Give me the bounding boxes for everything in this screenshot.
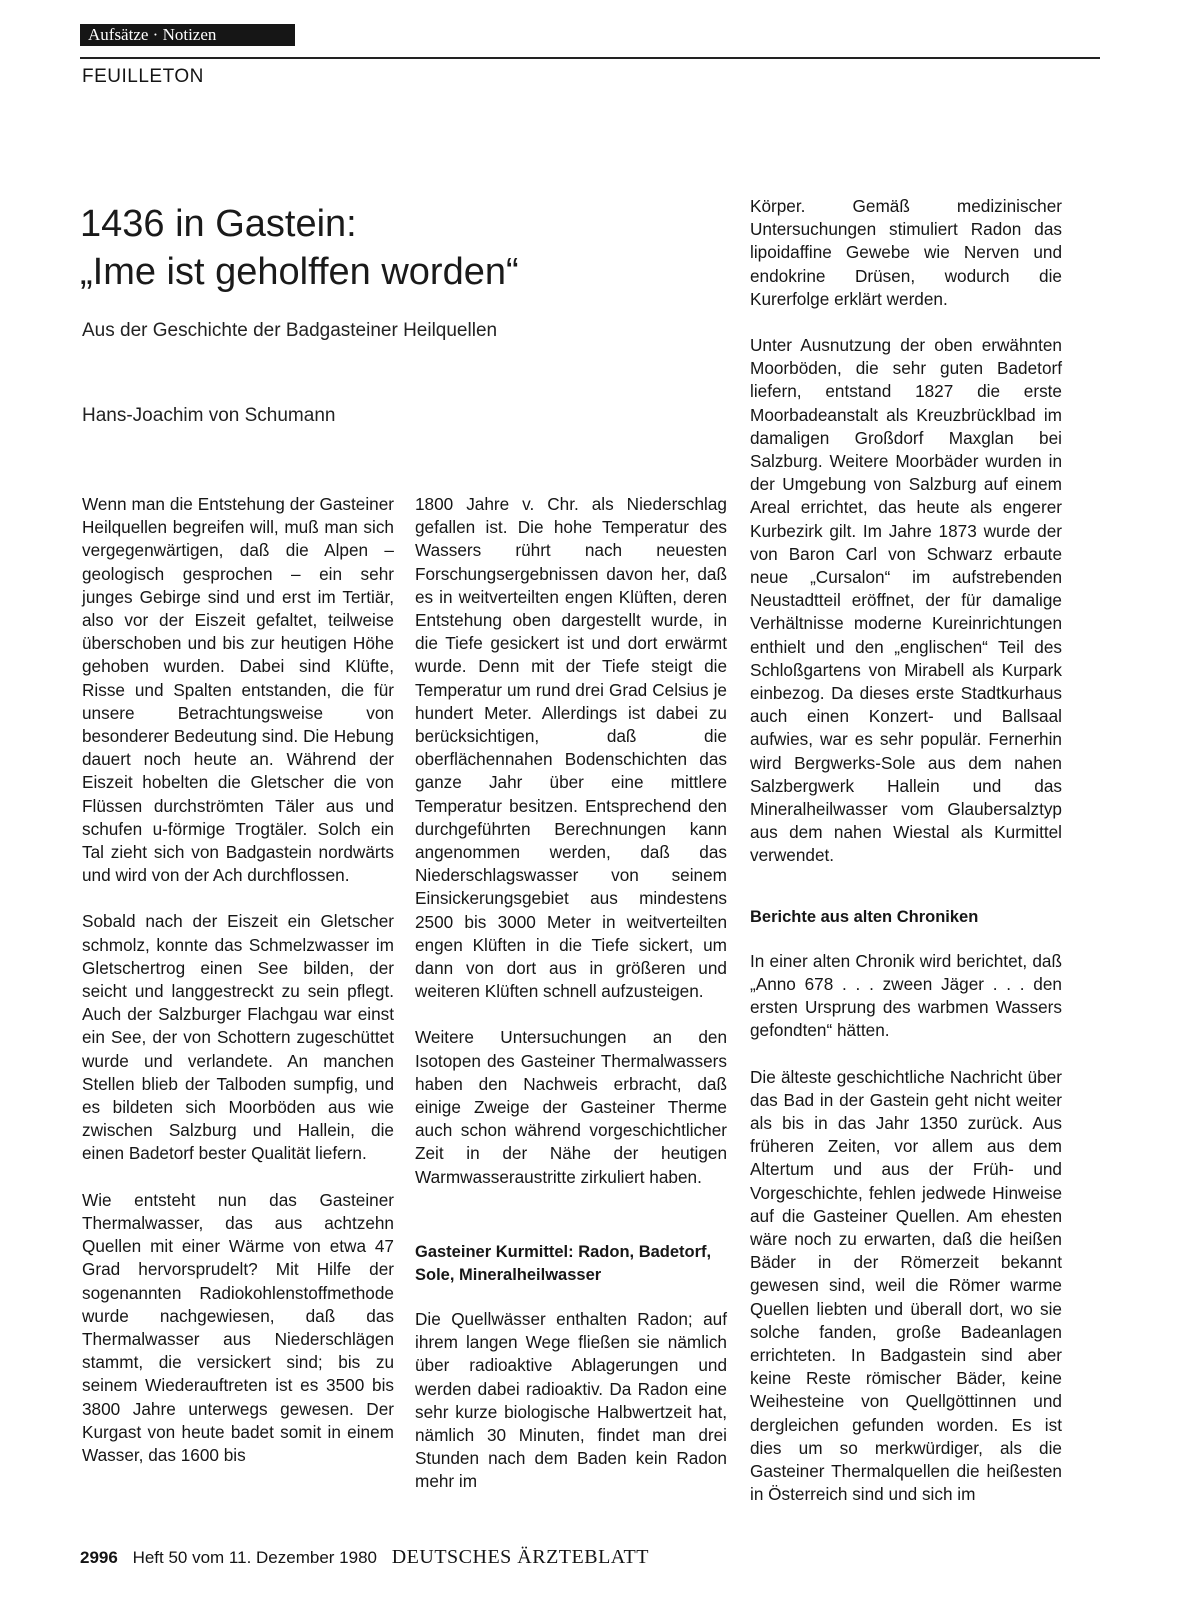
rubric: FEUILLETON — [82, 66, 204, 87]
section-heading: Gasteiner Kurmittel: Radon, Badetorf, Sole, Mineralheilwasser — [415, 1242, 712, 1284]
paragraph: Unter Ausnutzung der oben erwähnten Moorböden, die sehr guten Badetorf liefern, entstand 1827 die erste Moorbadeanstalt als Kreuzbrücklbad im damaligen Großdorf Maxglan bei Salzburg. Weitere Moorbäder wurden in der Umgebung von Salzburg auf einem Areal errichtet, das heute als engerer Kurbezirk gilt. Im Jahre 1873 wurde der von Baron Carl von Schwarz erbaute neue „Cursalon“ im aufstrebenden Neustadtteil eröffnet, der für damalige Verhältnisse moderne Kureinrichtungen enthielt und den „englischen“ Teil des Schloßgartens von Mirabell als Kurpark einbezog. Da dieses erste Stadtkurhaus auch einen Konzert- und Ballsaal aufwies, war es sehr populär. Fernerhin wird Bergwerks-Sole aus dem nahen Salzbergwerk Hallein und das Mineralheilwasser vom Glaubersalztyp aus dem nahen Wiestal als Kurmittel verwendet. — [750, 335, 1062, 866]
paragraph: Die älteste geschichtliche Nachricht über das Bad in der Gastein geht nicht weiter als bis in das Jahr 1350 zurück. Aus früheren Zeiten, vor allem aus dem Altertum und aus der Früh- und Vorgeschichte, fehlen jedwede Hinweise auf die Gasteiner Quellen. Am ehesten wäre noch zu erwarten, daß die heißen Bäder in der Römerzeit bekannt gewesen sind, weil die Römer warme Quellen liebten und überall dort, wo sie solche fanden, große Badeanlagen errichteten. In Badgastein sind aber keine Reste römischer Bäder, keine Weihesteine von Quellgöttinnen und dergleichen gefunden worden. Es ist dies um so merkwürdiger, als die Gasteiner Thermalquellen die heißesten in Österreich sind und sich im — [750, 1066, 1062, 1505]
paragraph: Weitere Untersuchungen an den Isotopen des Gasteiner Thermalwassers haben den Nachweis erbracht, daß einige Zweige der Gasteiner Therme auch schon während vorgeschichtlicher Zeit in der Nähe der heutigen Warmwasseraustritte zirkuliert haben. — [415, 1027, 727, 1187]
page-footer — [80, 1546, 649, 1569]
paragraph: Körper. Gemäß medizinischer Untersuchungen stimuliert Radon das lipoidaffine Gewebe wie Nerven und endokrine Drüsen, wodurch die Kurerfolge erklärt werden. — [750, 196, 1062, 309]
title-line-2: „Ime ist geholffen worden“ — [80, 251, 519, 293]
paragraph: In einer alten Chronik wird berichtet, daß „Anno 678 . . . zween Jäger . . . den ersten Ursprung des warbmen Wassers gefondten“ hätten. — [750, 950, 1062, 1041]
section-heading: Berichte aus alten Chroniken — [750, 907, 979, 926]
page-number: 2996 — [80, 1548, 118, 1567]
paragraph: Wie entsteht nun das Gasteiner Thermalwasser, das aus achtzehn Quellen mit einer Wärme von etwa 47 Grad hervorsprudelt? Mit Hilfe der sogenannten Radiokohlenstoffmethode wurde nachgewiesen, daß das Thermalwasser aus Niederschlägen stammt, die versickert sind; bis zu seinem Wiederauftreten ist es 3500 bis 3800 Jahre unterwegs gewesen. Der Kurgast von heute badet somit in einem Wasser, das 1600 bis — [82, 1189, 394, 1465]
paragraph: Wenn man die Entstehung der Gasteiner Heilquellen begreifen will, muß man sich vergegenwärtigen, daß die Alpen – geologisch gesprochen – ein sehr junges Gebirge sind und erst im Tertiär, also vor der Eiszeit gefaltet, teilweise überschoben und bis zur heutigen Höhe gehoben wurden. Dabei sind Klüfte, Risse und Spalten entstanden, die für unsere Betrachtungsweise von besonderer Bedeutung sind. Die Hebung dauert noch heute an. Während der Eiszeit hobelten die Gletscher die von Flüssen durchströmten Täler aus und schufen u-förmige Trogtäler. Solch ein Tal zieht sich von Badgastein nordwärts und wird von der Ach durchflossen. — [82, 494, 394, 886]
section-label: Aufsätze · Notizen — [80, 24, 295, 46]
paragraph: Sobald nach der Eiszeit ein Gletscher schmolz, konnte das Schmelzwasser im Gletschertrog einen See bilden, der seicht und langgestreckt zu sein pflegt. Auch der Salzburger Flachgau war einst ein See, der von Schottern zugeschüttet wurde und verlandete. An manchen Stellen blieb der Talboden sumpfig, und es bildeten sich Moorböden aus wie zwischen Salzburg und Hallein, die einen Badetorf bester Qualität liefern. — [82, 911, 394, 1164]
header-rule — [80, 57, 1100, 59]
text-column-2 — [415, 493, 727, 1517]
paragraph: Die Quellwässer enthalten Radon; auf ihrem langen Wege fließen sie nämlich über radioaktive Ablagerungen und werden dabei radioaktiv. Da Radon eine sehr kurze biologische Halbwertzeit hat, nämlich 30 Minuten, findet man drei Stunden nach dem Baden kein Radon mehr im — [415, 1308, 727, 1492]
issue-info: Heft 50 vom 11. Dezember 1980 — [132, 1548, 377, 1567]
journal-name: DEUTSCHES ÄRZTEBLATT — [391, 1546, 649, 1568]
text-column-1 — [82, 493, 394, 1490]
text-column-3 — [750, 195, 1062, 1529]
article-author: Hans-Joachim von Schumann — [82, 405, 336, 426]
paragraph: 1800 Jahre v. Chr. als Niederschlag gefallen ist. Die hohe Temperatur des Wassers rührt nach neuesten Forschungsergebnissen davon her, daß es in weitverteilten engen Klüften, deren Entstehung oben dargestellt wurde, in die Tiefe gesickert ist und dort erwärmt wurde. Denn mit der Tiefe steigt die Temperatur um rund drei Grad Celsius je hundert Meter. Allerdings ist dabei zu berücksichtigen, daß die oberflächennahen Bodenschichten das ganze Jahr über eine mittlere Temperatur besitzen. Entsprechend den durchgeführten Berechnungen kann angenommen werden, daß das Niederschlagswasser von seinem Einsickerungsgebiet aus mindestens 2500 bis 3000 Meter in weitverteilten engen Klüften in die Tiefe sickert, um dann von dort aus in größeren und weiteren Klüften schnell aufzusteigen. — [415, 494, 727, 1002]
article-subtitle: Aus der Geschichte der Badgasteiner Heilquellen — [82, 320, 498, 341]
title-line-1: 1436 in Gastein: — [80, 203, 357, 245]
article-title — [80, 200, 680, 296]
